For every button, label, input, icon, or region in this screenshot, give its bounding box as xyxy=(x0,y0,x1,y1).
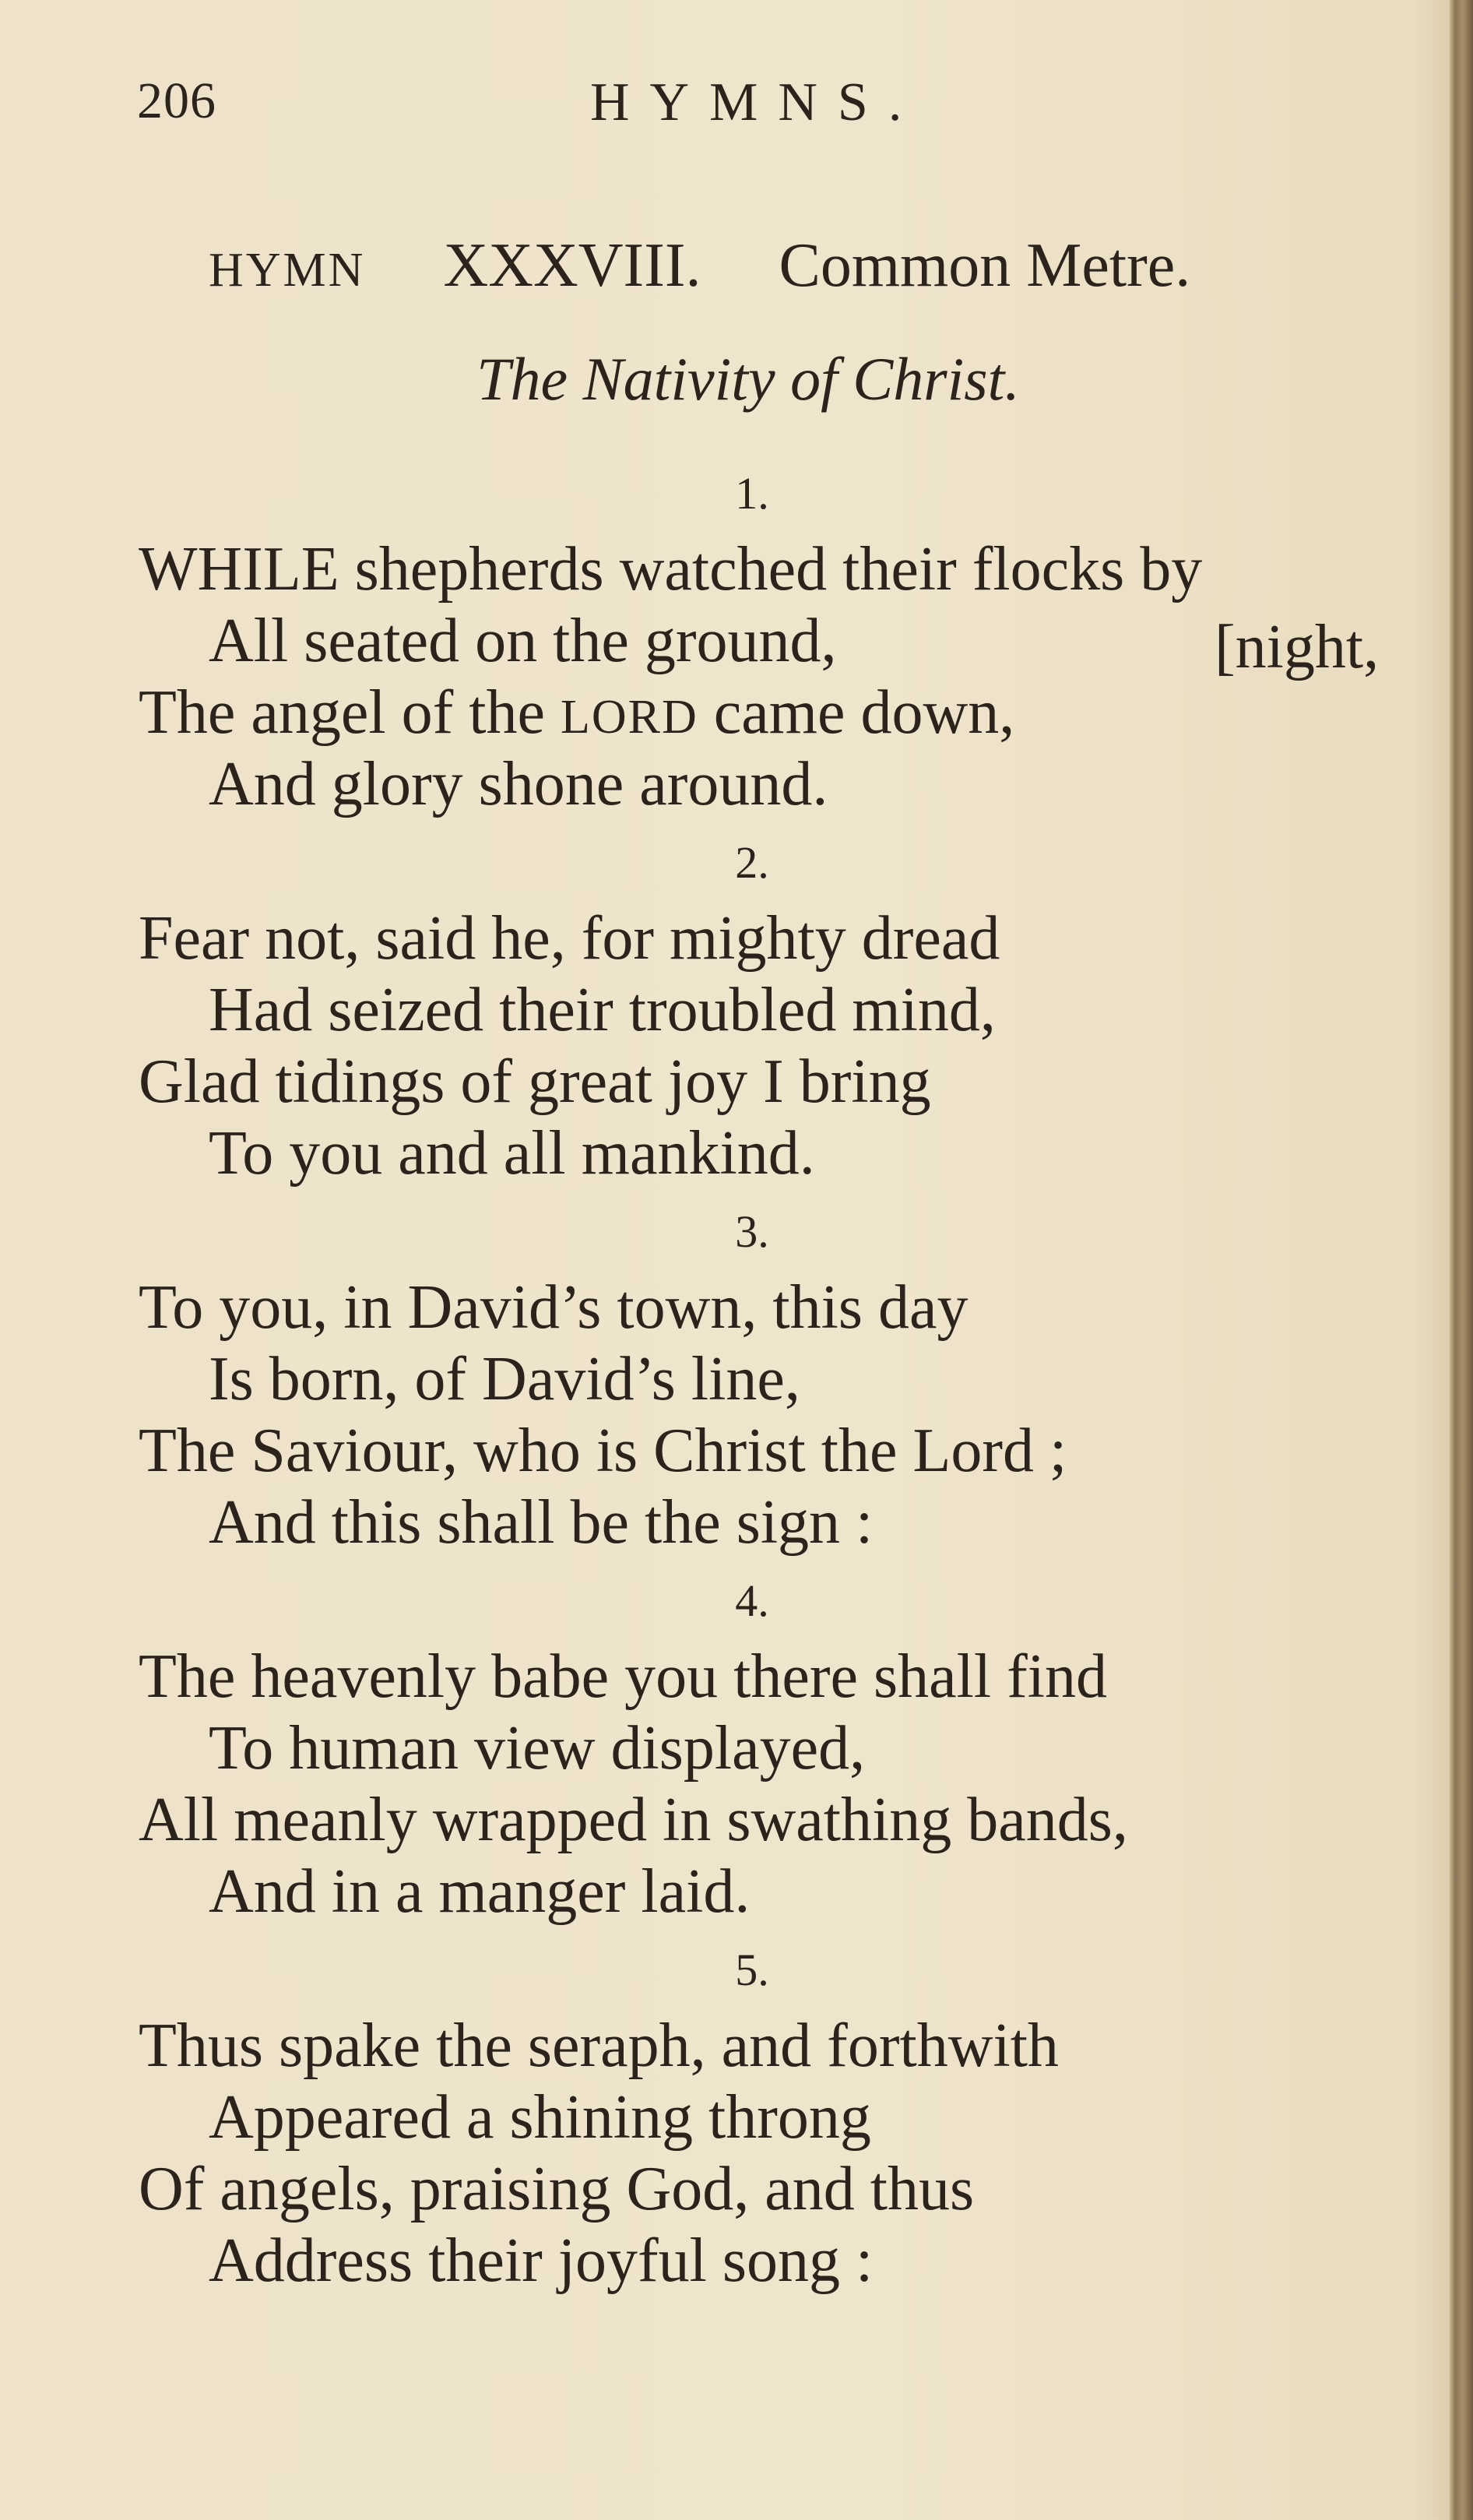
verse-line: The angel of the LORD came down, xyxy=(139,678,1015,747)
page-number: 206 xyxy=(137,72,216,129)
page-header xyxy=(0,72,1473,142)
hymn-subtitle: The Nativity of Christ. xyxy=(476,345,1020,413)
verse-turnover: [night, xyxy=(1215,613,1380,681)
verse-line: Fear not, said he, for mighty dread xyxy=(139,904,1000,973)
page-edge xyxy=(1450,0,1473,2520)
hymn-number: XXXVIII. xyxy=(443,231,701,300)
stanza-number: 1. xyxy=(735,468,769,519)
verse-line: WHILE shepherds watched their flocks by xyxy=(139,535,1203,604)
hymn-label: HYMN xyxy=(209,244,366,297)
stanza-number: 4. xyxy=(735,1575,769,1626)
verse-line: Had seized their troubled mind, xyxy=(209,976,996,1044)
verse-line: Appeared a shining throng xyxy=(209,2083,871,2152)
verse-line: Address their joyful song : xyxy=(209,2226,874,2295)
verse-line: Glad tidings of great joy I bring xyxy=(139,1047,931,1116)
verse-line: The heavenly babe you there shall find xyxy=(139,1642,1107,1711)
verse-line: To you and all mankind. xyxy=(209,1119,815,1188)
verse-line: All seated on the ground, xyxy=(209,607,837,675)
stanza-number: 2. xyxy=(735,837,769,888)
verse-line: All meanly wrapped in swathing bands, xyxy=(139,1786,1128,1854)
hymn-title xyxy=(209,231,1190,301)
running-head: HYMNS. xyxy=(590,72,923,132)
verse-line: And this shall be the sign : xyxy=(209,1488,874,1557)
verse-line: The Saviour, who is Christ the Lord ; xyxy=(139,1417,1067,1485)
verse-line: And in a manger laid. xyxy=(209,1857,751,1926)
verse-line: Thus spake the seraph, and forthwith xyxy=(139,2011,1059,2080)
verse-line: To human view displayed, xyxy=(209,1714,866,1783)
stanza-number: 3. xyxy=(735,1206,769,1257)
hymn-metre: Common Metre. xyxy=(779,231,1191,300)
verse-line: Is born, of David’s line, xyxy=(209,1345,800,1413)
verse-line: To you, in David’s town, this day xyxy=(139,1273,969,1342)
verse-line: And glory shone around. xyxy=(209,750,828,818)
stanza-number: 5. xyxy=(735,1945,769,1995)
verse-line: Of angels, praising God, and thus xyxy=(139,2155,975,2223)
